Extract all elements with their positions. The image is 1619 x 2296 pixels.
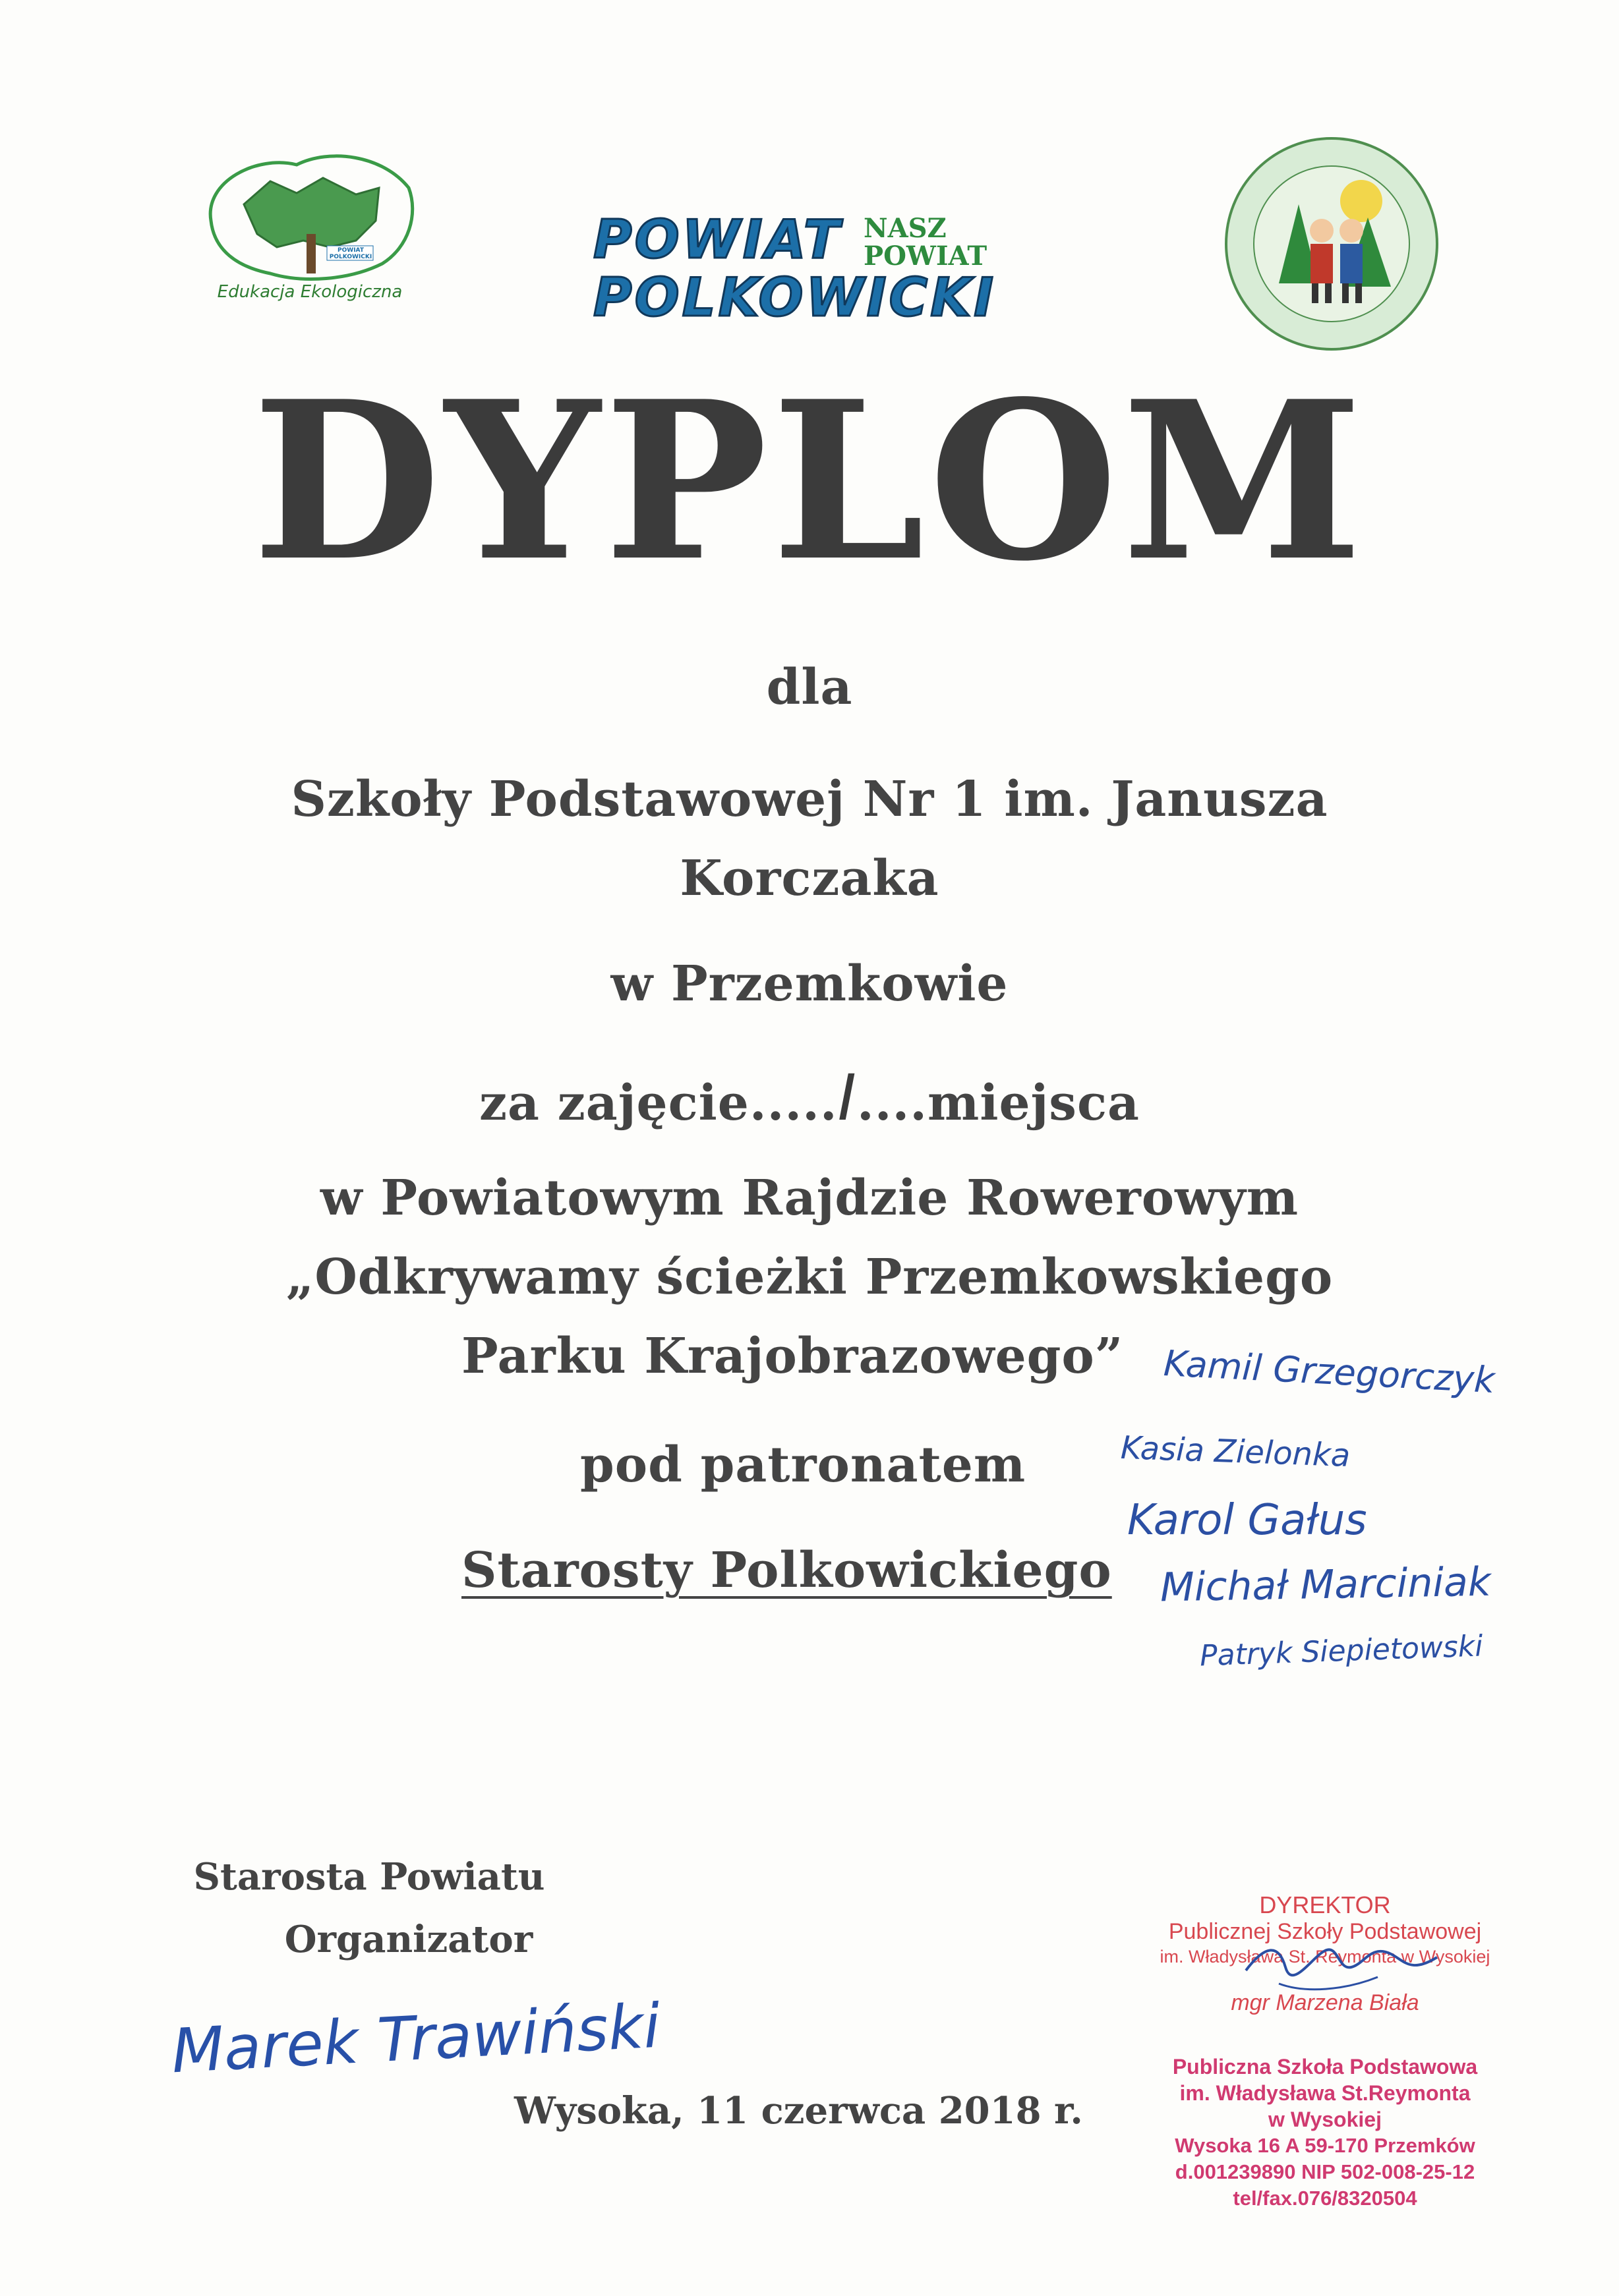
school-location: w Przemkowie (610, 956, 1009, 1012)
patronage-label: pod patronatem (580, 1437, 1026, 1493)
organizer-signature: Marek Trawiński (169, 1990, 662, 2087)
director-stamp-school: Publicznej Szkoły Podstawowej (1168, 1919, 1482, 1944)
participant-name: Michał Marciniak (1160, 1559, 1492, 1611)
eco-logo-caption: Edukacja Ekologiczna (217, 282, 403, 302)
powiat-polkowicki-logo (593, 211, 1015, 336)
powiat-side-word1: NASZ (864, 213, 947, 244)
powiat-logo-word1: POWIAT (593, 209, 842, 270)
powiat-logo-word2: POLKOWICKI (593, 267, 996, 328)
director-signature (1239, 1931, 1450, 2003)
patron-name: Starosty Polkowickiego (461, 1542, 1112, 1599)
place-suffix: miejsca (927, 1075, 1140, 1132)
place-prefix: za zajęcie (479, 1075, 750, 1132)
school-stamp-ids: d.001239890 NIP 502-008-25-12 (1175, 2160, 1475, 2183)
director-stamp-title: DYREKTOR (1259, 1891, 1391, 1918)
director-stamp-name: mgr Marzena Biała (1231, 1990, 1419, 2015)
school-stamp-address: Wysoka 16 A 59-170 Przemków (1175, 2134, 1475, 2157)
event-line1: w Powiatowym Rajdzie Rowerowym (320, 1170, 1299, 1226)
school-stamp-name: Publiczna Szkoła Podstawowa (1172, 2055, 1478, 2079)
eco-logo-inner-text: POWIAT POLKOWICKI (329, 247, 372, 260)
school-stamp-phone: tel/fax.076/8320504 (1233, 2187, 1417, 2210)
place-value: I (837, 1061, 857, 1135)
participant-name: Karol Gałus (1127, 1496, 1367, 1545)
place-line (0, 1061, 1619, 1135)
place-dots-right: .... (856, 1075, 928, 1132)
event-name-line1: „Odkrywamy ścieżki Przemkowskiego (285, 1249, 1334, 1306)
event-name-line2: Parku Krajobrazowego” (461, 1328, 1124, 1385)
school-stamp-patron: im. Władysława St.Reymonta (1179, 2081, 1471, 2105)
place-and-date: Wysoka, 11 czerwca 2018 r. (514, 2089, 1083, 2133)
participant-name: Patryk Siepietowski (1199, 1629, 1484, 1673)
school-emblem-logo (1220, 132, 1444, 356)
school-stamp-town: w Wysokiej (1268, 2108, 1382, 2131)
school-name-line2: Korczaka (680, 850, 939, 907)
powiat-side-word2: POWIAT (864, 241, 987, 272)
participant-name: Kasia Zielonka (1120, 1429, 1351, 1475)
director-stamp-patron: im. Władysława St. Reymonta w Wysokiej (1160, 1947, 1490, 1966)
organizer-role: Organizator (284, 1918, 533, 1961)
participant-name: Kamil Grzegorczyk (1162, 1342, 1496, 1402)
organizer-title: Starosta Powiatu (193, 1855, 545, 1899)
school-name-line1: Szkoły Podstawowej Nr 1 im. Janusza (291, 771, 1328, 828)
diploma-title: DYPLOM (252, 353, 1367, 609)
place-dots-left: ..... (749, 1075, 838, 1132)
recipient-intro: dla (766, 659, 853, 716)
